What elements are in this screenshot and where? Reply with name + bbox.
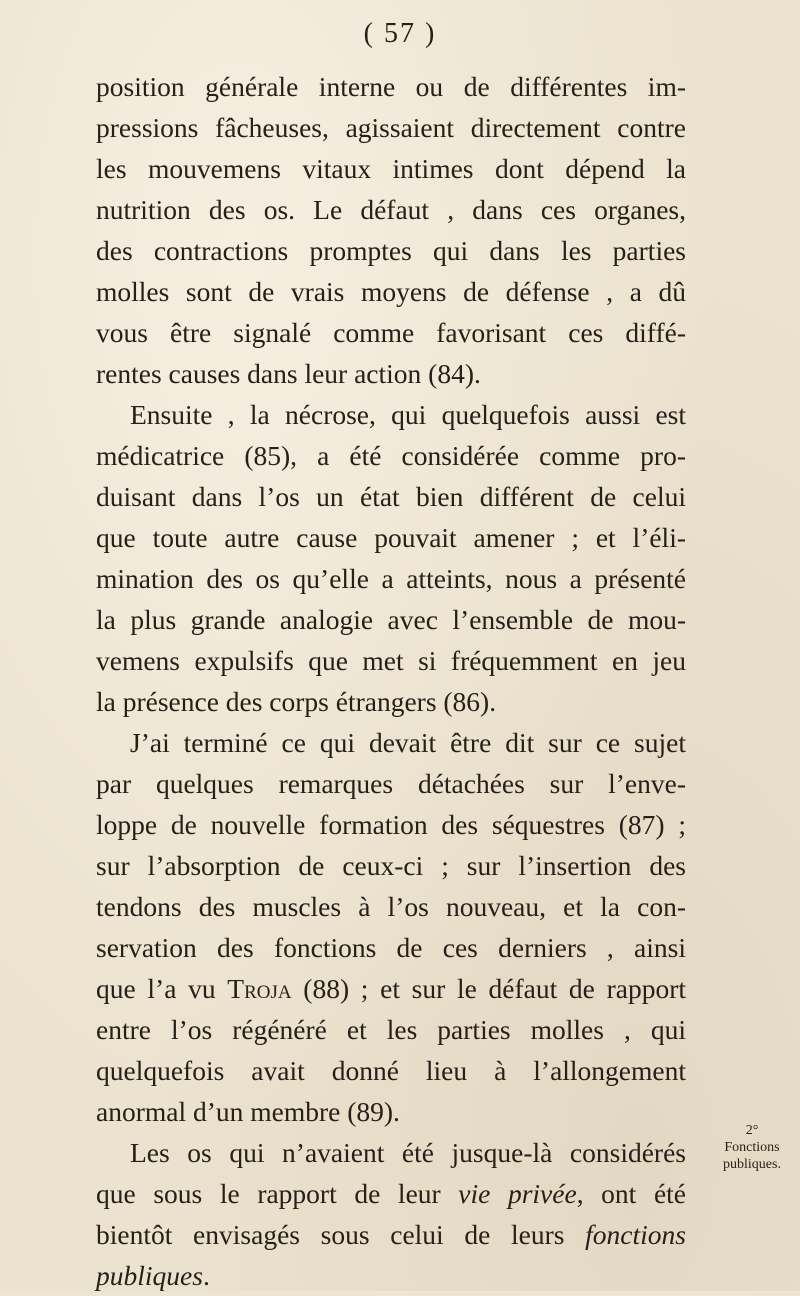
text-line: quelquefois avait donné lieu à l’allongement [96, 1055, 686, 1086]
text-fragment: bientôt envisagés sous celui de leurs [96, 1219, 586, 1250]
body-text [96, 66, 686, 1296]
text-line: servation des fonctions de ces derniers , ainsi [96, 932, 686, 963]
italic-phrase: publiques [96, 1260, 203, 1291]
text-line: duisant dans l’os un état bien différent de celui [96, 481, 686, 512]
paragraph-start-line: Les os qui n’avaient été jusque-là considérés [130, 1137, 686, 1168]
author-name: Troja [227, 973, 292, 1004]
margin-note-number: 2° [745, 1123, 759, 1138]
margin-note-line: Fonctions [724, 1140, 780, 1155]
text-line: que toute autre cause pouvait amener ; et l’éli- [96, 522, 686, 553]
text-line: la présence des corps étrangers (86). [96, 686, 497, 717]
italic-phrase: fonctions [585, 1219, 686, 1250]
text-line: la plus grande analogie avec l’ensemble de mou- [96, 604, 686, 635]
paragraph-start-line: J’ai terminé ce qui devait être dit sur ce sujet [130, 727, 686, 758]
text-line: médicatrice (85), a été considérée comme pro- [96, 440, 686, 471]
margin-note [706, 1122, 798, 1173]
text-line: mination des os qu’elle a atteints, nous a présenté [96, 563, 686, 594]
text-fragment: que sous le rapport de leur [96, 1178, 459, 1209]
text-line: par quelques remarques détachées sur l’enve- [96, 768, 686, 799]
paragraph-start-line: Ensuite , la nécrose, qui quelquefois aussi est [130, 399, 686, 430]
text-line: tendons des muscles à l’os nouveau, et la con- [96, 891, 686, 922]
text-fragment: . [202, 1260, 210, 1291]
text-line: sur l’absorption de ceux-ci ; sur l’insertion des [96, 850, 686, 881]
page-number: ( 57 ) [363, 18, 437, 49]
text-line: rentes causes dans leur action (84). [96, 358, 481, 389]
margin-note-line: publiques. [723, 1157, 781, 1172]
text-line: les mouvemens vitaux intimes dont dépend la [96, 153, 686, 184]
text-fragment: (88) ; et sur le défaut de rapport [291, 973, 686, 1004]
text-line-with-italic [96, 1255, 686, 1296]
text-line: position générale interne ou de différentes im- [96, 71, 686, 102]
text-line: pressions fâcheuses, agissaient directement contre [96, 112, 686, 143]
text-line-with-italic [96, 1214, 686, 1255]
text-line: vous être signalé comme favorisant ces diffé- [96, 317, 686, 348]
text-line-with-italic [96, 1173, 686, 1214]
text-line-with-name [96, 968, 686, 1009]
text-fragment: , ont été [576, 1178, 686, 1209]
text-line: anormal d’un membre (89). [96, 1096, 400, 1127]
text-line: des contractions promptes qui dans les parties [96, 235, 686, 266]
italic-phrase: vie privée [458, 1178, 577, 1209]
text-line: entre l’os régénéré et les parties molles , qui [96, 1014, 686, 1045]
text-line: vemens expulsifs que met si fréquemment en jeu [96, 645, 686, 676]
text-line: molles sont de vrais moyens de défense , a dû [96, 276, 686, 307]
text-line: nutrition des os. Le défaut , dans ces organes, [96, 194, 686, 225]
text-fragment: que l’a vu [96, 973, 228, 1004]
text-line: loppe de nouvelle formation des séquestres (87) ; [96, 809, 686, 840]
